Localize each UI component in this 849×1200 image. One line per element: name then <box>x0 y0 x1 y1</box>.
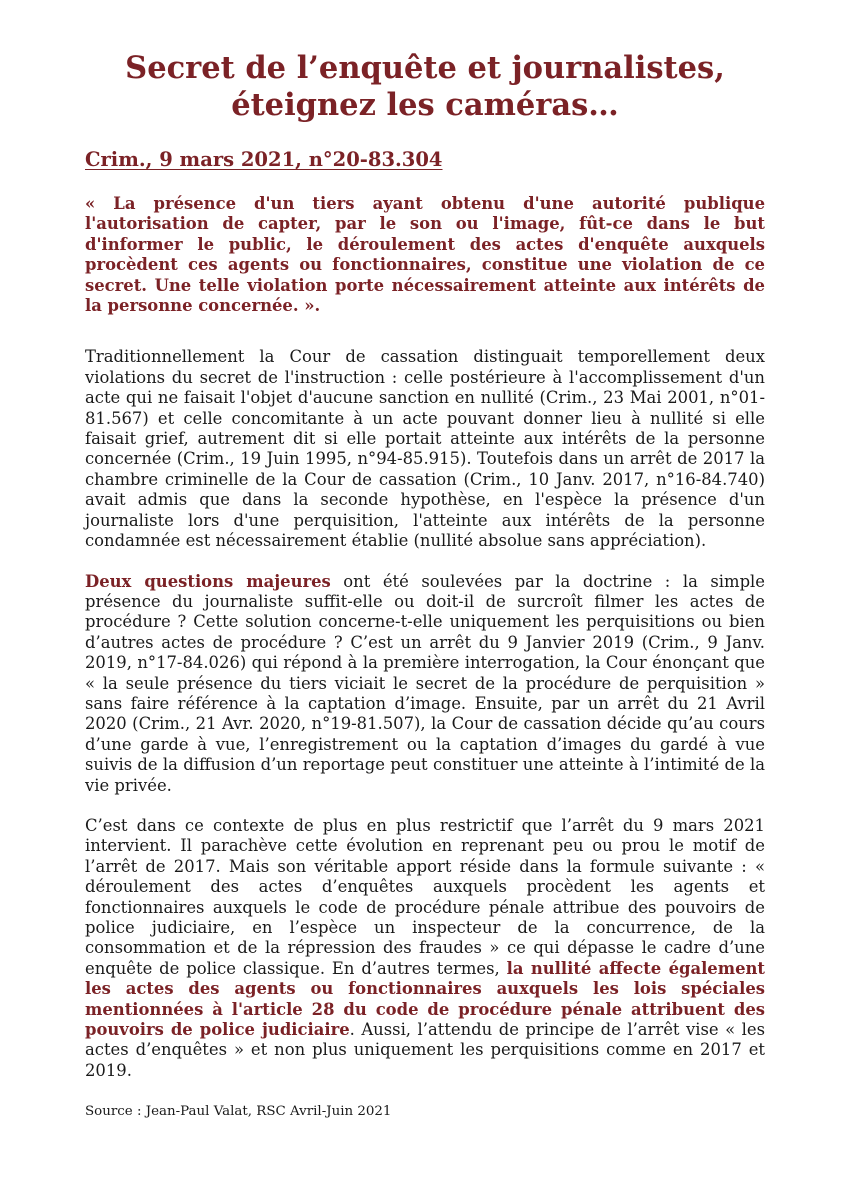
title-line-2: éteignez les caméras… <box>231 87 619 123</box>
paragraph-3-start: C’est dans ce contexte de plus en plus restrictif que l’arrêt du 9 mars 2021 intervient. Il parachève cette évolution en reprenant peu ou prou le motif de l’arrêt de 2017. Mais son véritable apport réside dans la formule suivante : « déroulement des actes d’enquêtes auxquels procèdent les agents et fonctionnaires auxquels le code de procédure pénale attribue des pouvoirs de police judiciaire, en l’espèce un inspecteur de la concurrence, de la consommation et de la répression des fraudes » ce qui dépasse le cadre d’une enquête de police classique. En d’autres termes, <box>85 815 765 978</box>
title-line-1: Secret de l’enquête et journalistes, <box>125 50 725 86</box>
case-reference: Crim., 9 mars 2021, n°20-83.304 <box>85 148 443 171</box>
paragraph-2 <box>85 572 765 796</box>
paragraph-3-end: . Aussi, l’attendu de principe de l’arrêt vise « les actes d’enquêtes » et non plus uniquement les perquisitions comme en 2017 et 2019. <box>85 1020 765 1080</box>
paragraph-1: Traditionnellement la Cour de cassation distinguait temporellement deux violations du secret de l'instruction : celle postérieure à l'accomplissement d'un acte qui ne faisait l'objet d'aucune sanction en nullité (Crim., 23 Mai 2001, n°01-81.567) et celle concomitante à un acte pouvant donner lieu à nullité si elle faisait grief, autrement dit si elle portait atteinte aux intérêts de la personne concernée (Crim., 19 Juin 1995, n°94-85.915). Toutefois dans un arrêt de 2017 la chambre criminelle de la Cour de cassation (Crim., 10 Janv. 2017, n°16-84.740) avait admis que dans la seconde hypothèse, en l'espèce la présence d'un journaliste lors d'une perquisition, l'atteinte aux intérêts de la personne condamnée est nécessairement établie (nullité absolue sans appréciation). <box>85 347 765 551</box>
decision-quote: « La présence d'un tiers ayant obtenu d'une autorité publique l'autorisation de capter, par le son ou l'image, fût-ce dans le but d'informer le public, le déroulement des actes d'enquête auxquels procèdent ces agents ou fonctionnaires, constitue une violation de ce secret. Une telle violation porte nécessairement atteinte aux intérêts de la personne concernée. ». <box>85 194 765 316</box>
paragraph-3 <box>85 816 765 1081</box>
paragraph-2-lead: Deux questions majeures <box>85 571 331 591</box>
paragraph-3-highlight: la nullité affecte également les actes des agents ou fonctionnaires auxquels les lois spéciales mentionnées à l'article 28 du code de procédure pénale attribuent des pouvoirs de police judiciaire <box>85 958 765 1040</box>
page-title <box>85 50 765 124</box>
paragraph-2-body: ont été soulevées par la doctrine : la simple présence du journaliste suffit-elle ou doit-il de surcroît filmer les actes de procédure ? Cette solution concerne-t-elle uniquement les perquisitions ou bien d’autres actes de procédure ? C’est un arrêt du 9 Janvier 2019 (Crim., 9 Janv. 2019, n°17-84.026) qui répond à la première interrogation, la Cour énonçant que « la seule présence du tiers viciait le secret de la procédure de perquisition » sans faire référence à la captation d’image. Ensuite, par un arrêt du 21 Avril 2020 (Crim., 21 Avr. 2020, n°19-81.507), la Cour de cassation décide qu’au cours d’une garde à vue, l’enregistrement ou la captation d’images du gardé à vue suivis de la diffusion d’un reportage peut constituer une atteinte à l’intimité de la vie privée. <box>85 571 765 795</box>
source-citation: Source : Jean-Paul Valat, RSC Avril-Juin 2021 <box>85 1104 392 1120</box>
